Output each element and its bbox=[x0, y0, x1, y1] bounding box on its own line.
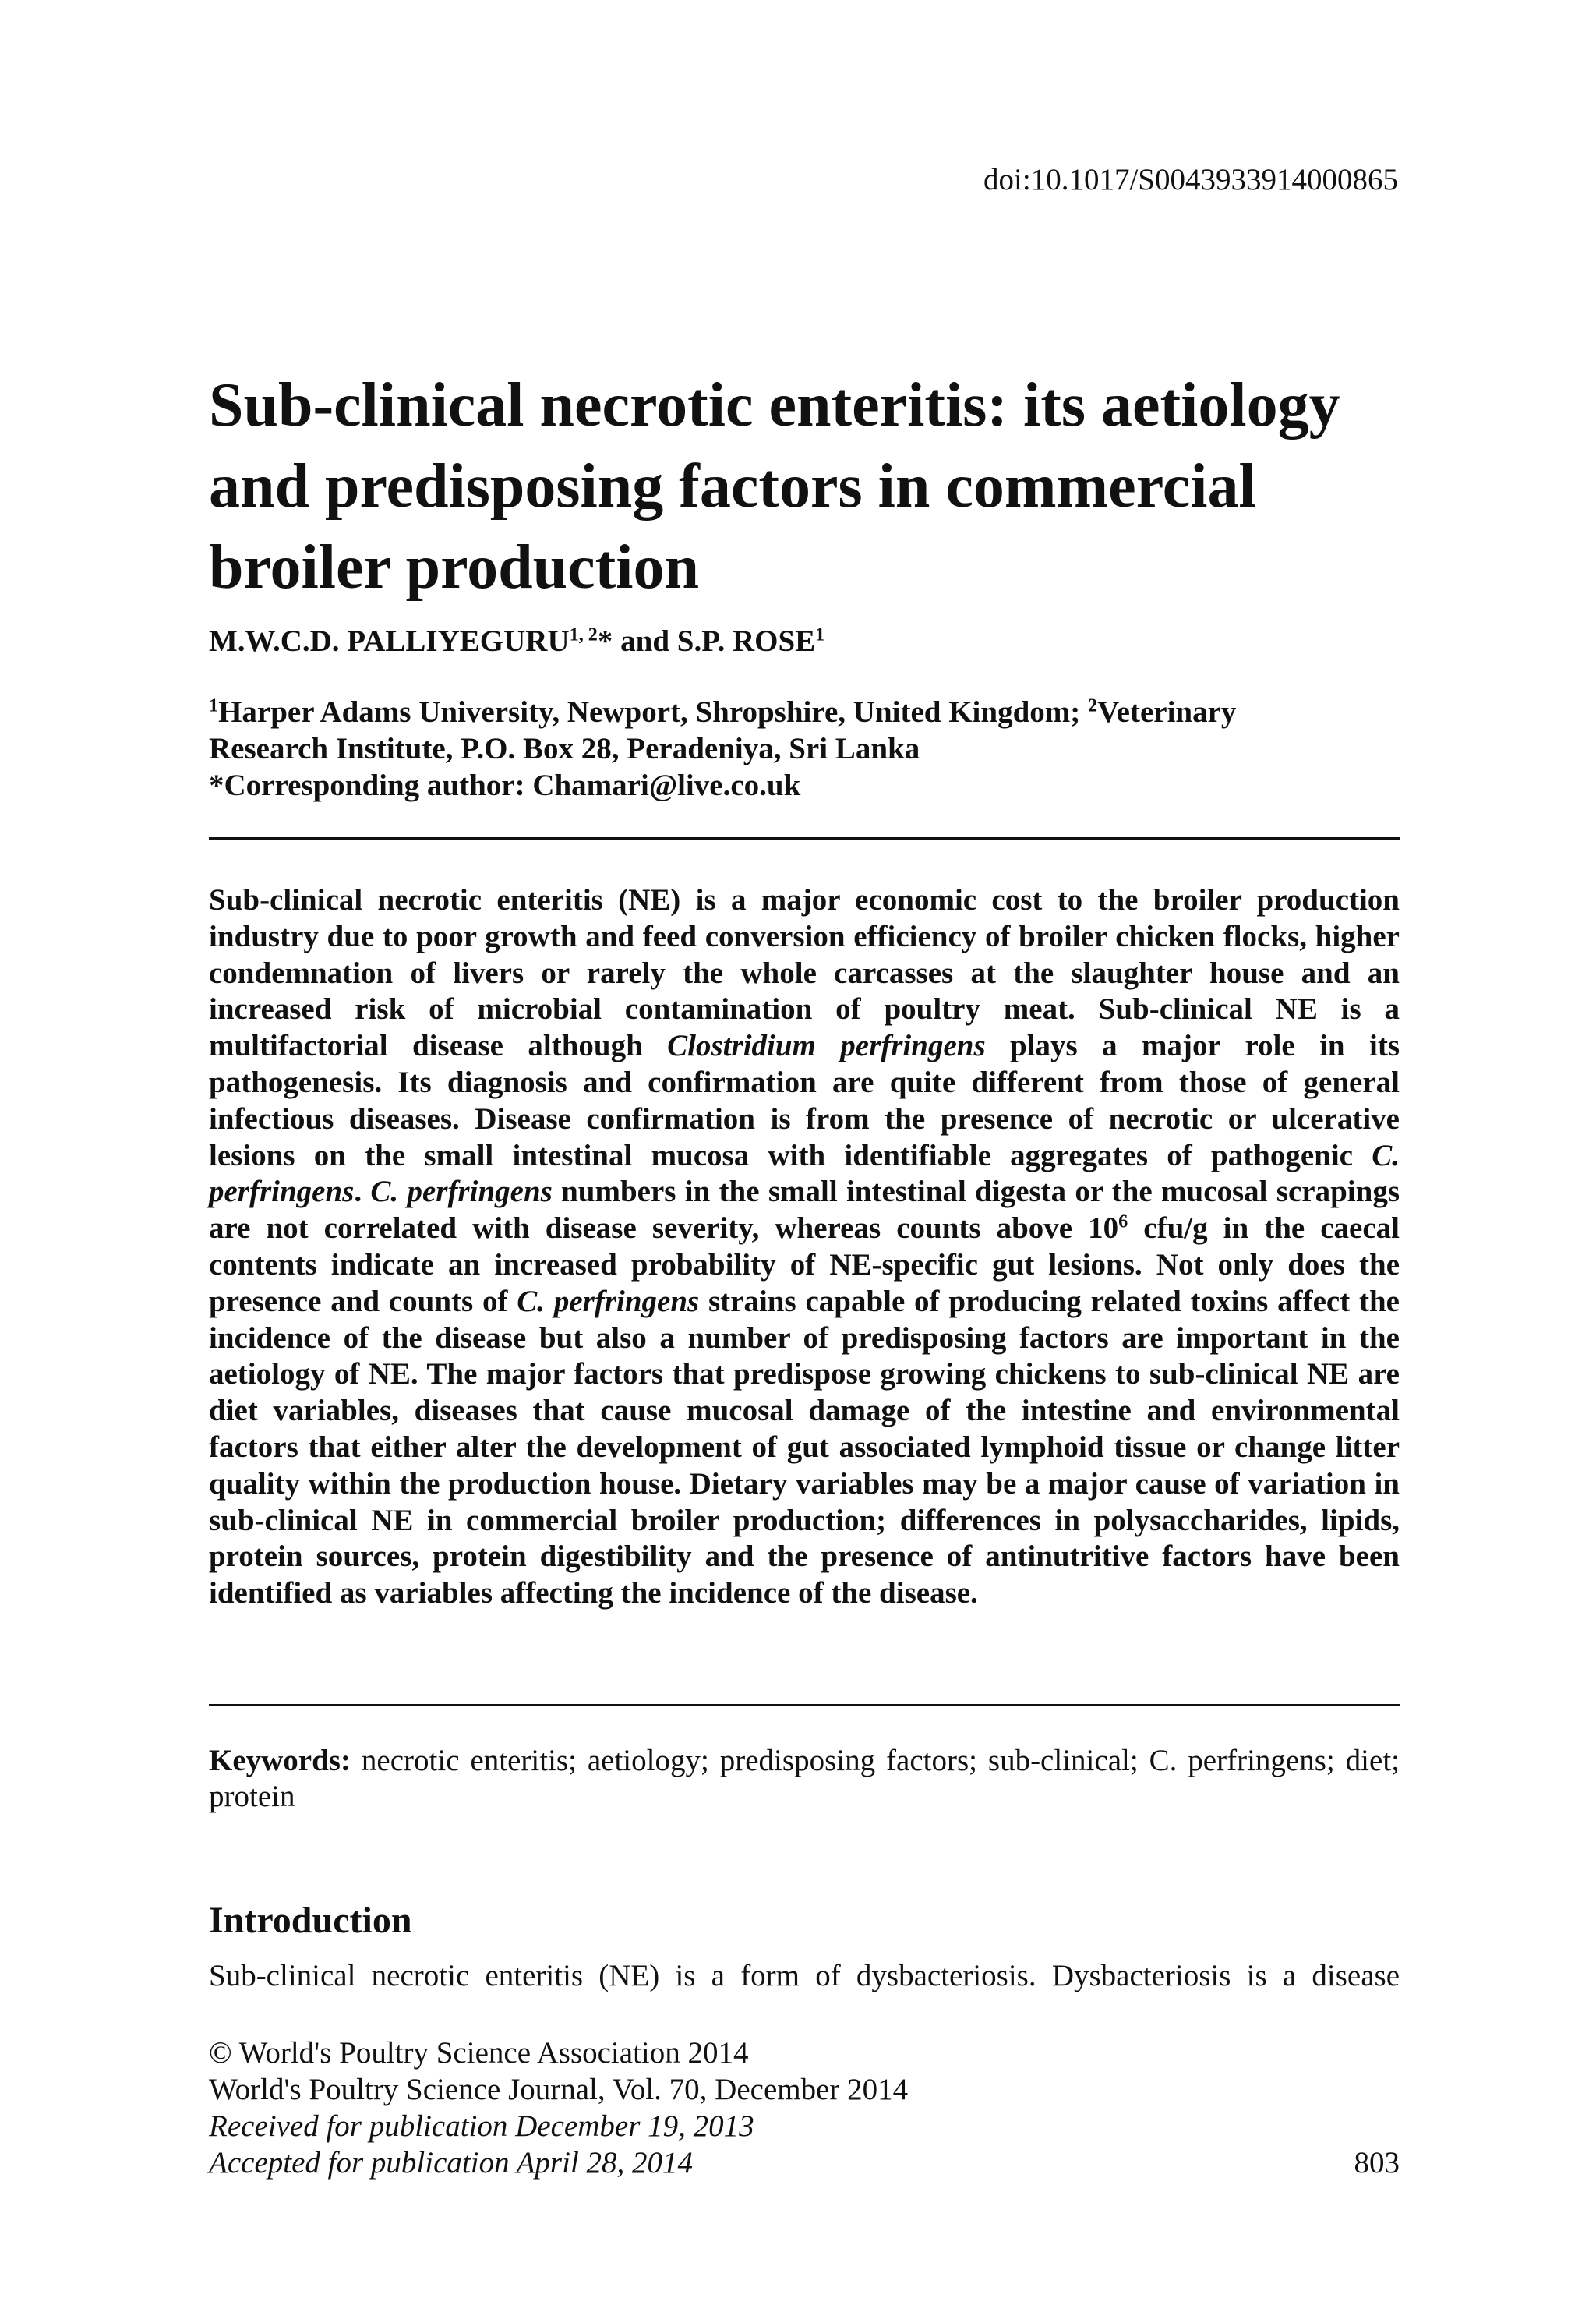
page-number: 803 bbox=[1354, 2146, 1400, 2180]
author-name: M.W.C.D. PALLIYEGURU bbox=[209, 624, 570, 658]
affiliation-line: Research Institute, P.O. Box 28, Peradeniya, Sri Lanka bbox=[209, 732, 920, 765]
abstract-text: Sub-clinical necrotic enteritis (NE) is a major economic cost to the broiler production industry due to poor growth and feed conversion efficiency of broiler chicken flocks, higher condemnation of livers or rarely the whole carcasses at the slaughter house and an increased risk of microbial contamination of poultry meat. Sub-clinical NE is a multifactorial disease although bbox=[209, 883, 1400, 1063]
affiliation-marker: 1 bbox=[209, 695, 219, 716]
keywords-list: necrotic enteritis; aetiology; predisposing factors; sub-clinical; C. perfringens; diet; protein bbox=[209, 1744, 1400, 1813]
affiliations bbox=[209, 694, 1401, 804]
author-line bbox=[209, 624, 824, 659]
abstract-text: . bbox=[354, 1175, 371, 1209]
received-date: Received for publication December 19, 2013 bbox=[209, 2109, 754, 2143]
abstract-species-name: Clostridium perfringens bbox=[667, 1029, 986, 1063]
publication-footer bbox=[209, 2035, 1400, 2181]
abstract-text: numbers in the small intestinal digesta or the mucosal scrapings are not correlated with disease severity, whereas counts above 10 bbox=[209, 1175, 1400, 1246]
keywords bbox=[209, 1743, 1400, 1815]
copyright-line: © World's Poultry Science Association 2014 bbox=[209, 2036, 749, 2070]
affiliation-line bbox=[209, 694, 1401, 730]
article-title: Sub-clinical necrotic enteritis: its aetiology and predisposing factors in commercial broiler production bbox=[209, 371, 1340, 602]
abstract-text: plays a major role in its pathogenesis. Its diagnosis and confirmation are quite different from those of general infectious diseases. Disease confirmation is from the presence of necrotic or ulcerative lesions on the small intestinal mucosa with identifiable aggregates of pathogenic bbox=[209, 1029, 1400, 1172]
affiliation-text: Veterinary bbox=[1097, 695, 1237, 729]
author-affiliation-marker: 1, 2 bbox=[569, 624, 598, 645]
accepted-date: Accepted for publication April 28, 2014 bbox=[209, 2146, 694, 2180]
affiliation-text: Harper Adams University, Newport, Shropshire, United Kingdom; bbox=[218, 695, 1088, 729]
abstract-exponent: 6 bbox=[1118, 1211, 1128, 1232]
introduction-text: Sub-clinical necrotic enteritis (NE) is a form of dysbacteriosis. Dysbacteriosis is a disease bbox=[209, 1959, 1400, 1992]
section-heading-introduction: Introduction bbox=[209, 1900, 412, 1941]
doi-identifier: doi:10.1017/S0043933914000865 bbox=[983, 163, 1398, 196]
abstract-species-name: C. perfringens bbox=[209, 1138, 1400, 1209]
author-affiliation-marker: 1 bbox=[815, 624, 825, 645]
affiliation-marker: 2 bbox=[1088, 695, 1098, 716]
abstract-species-name: C. perfringens bbox=[370, 1175, 553, 1209]
top-divider bbox=[209, 837, 1400, 840]
keywords-label: Keywords: bbox=[209, 1744, 351, 1777]
journal-citation: World's Poultry Science Journal, Vol. 70, December 2014 bbox=[209, 2073, 909, 2106]
author-name: S.P. ROSE bbox=[676, 624, 816, 658]
bottom-divider bbox=[209, 1704, 1400, 1706]
abstract bbox=[209, 882, 1400, 1612]
abstract-text: cfu/g in the caecal contents indicate an increased probability of NE-specific gut lesions. Not only does the presence and counts of bbox=[209, 1211, 1400, 1318]
author-conjunction: and bbox=[613, 624, 677, 658]
corresponding-author: *Corresponding author: Chamari@live.co.uk bbox=[209, 769, 801, 802]
corresponding-marker: * bbox=[597, 624, 613, 658]
abstract-text: strains capable of producing related toxins affect the incidence of the disease but also a number of predisposing factors are important in the aetiology of NE. The major factors that predispose growing chickens to sub-clinical NE are diet variables, diseases that cause mucosal damage of the intestine and environmental factors that either alter the development of gut associated lymphoid tissue or change litter quality within the production house. Dietary variables may be a major cause of variation in sub-clinical NE in commercial broiler production; differences in polysaccharides, lipids, protein sources, protein digestibility and the presence of antinutritive factors have been identified as variables affecting the incidence of the disease. bbox=[209, 1284, 1400, 1610]
abstract-species-name: C. perfringens bbox=[517, 1284, 700, 1318]
